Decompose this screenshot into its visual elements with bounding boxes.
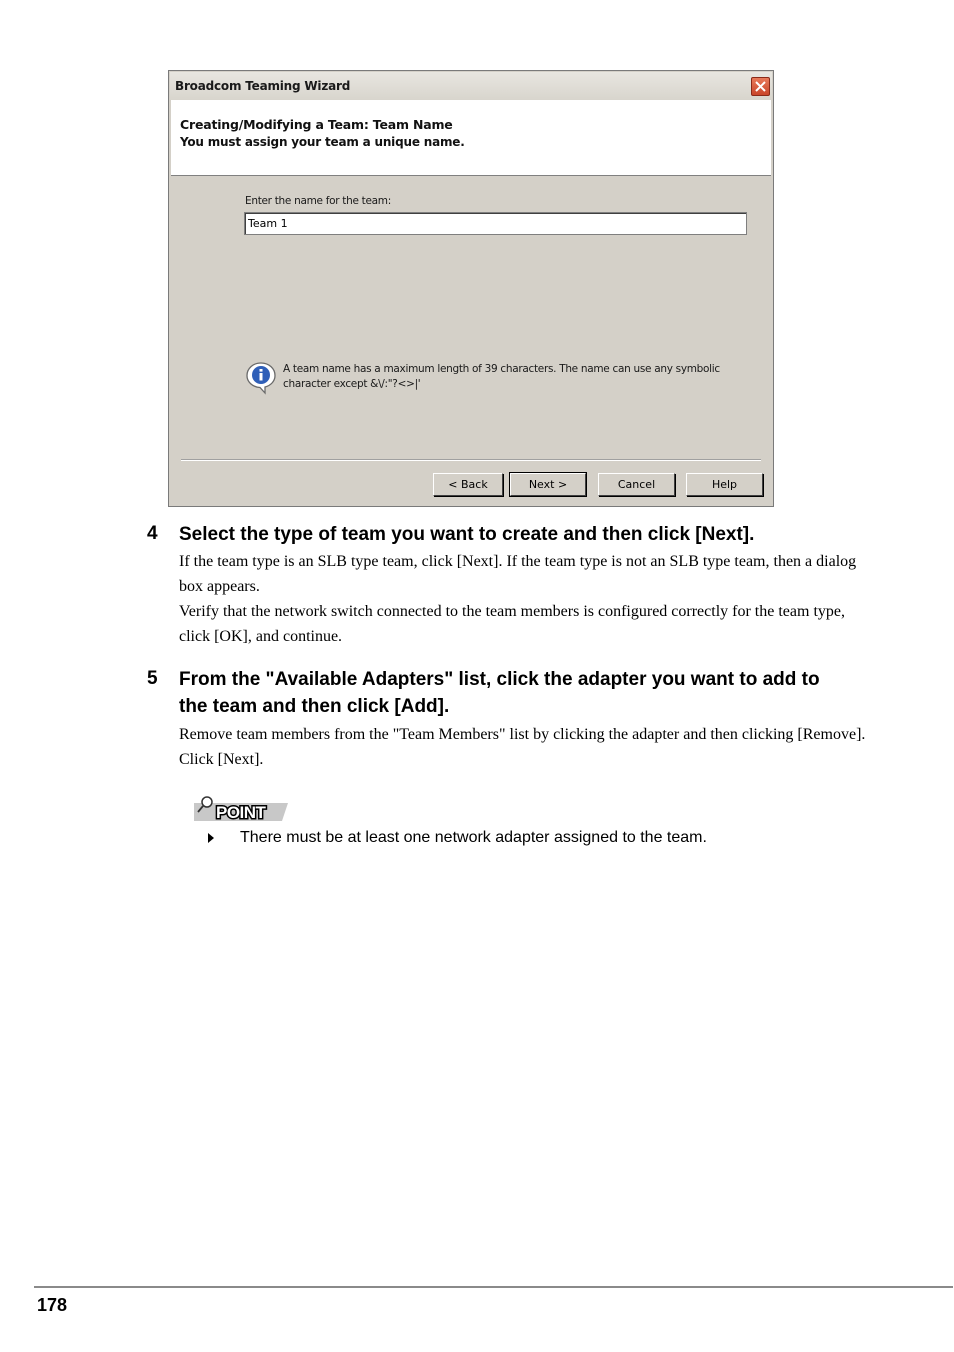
- wizard-step-title: Creating/Modifying a Team: Team Name: [180, 117, 453, 132]
- info-icon: [245, 361, 277, 395]
- page-number: 178: [37, 1295, 68, 1315]
- wizard-header: [171, 100, 771, 176]
- back-button[interactable]: < Back: [433, 473, 503, 496]
- close-button[interactable]: [751, 77, 770, 96]
- button-separator: [181, 459, 761, 461]
- team-name-label: Enter the name for the team:: [245, 195, 391, 207]
- step-5-number: 5: [147, 668, 158, 689]
- cancel-button[interactable]: Cancel: [598, 473, 675, 496]
- point-label: POINT: [216, 803, 266, 822]
- point-badge: [192, 795, 292, 823]
- bullet-arrow-icon: [207, 832, 215, 844]
- step-4-paragraph-1: If the team type is an SLB type team, click [Next]. If the team type is not an SLB type team, then a dialog box appears.: [179, 553, 857, 595]
- step-5-heading: From the "Available Adapters" list, click the adapter you want to add to the team and then click [Add].: [179, 669, 820, 717]
- help-button[interactable]: Help: [686, 473, 763, 496]
- footer-rule: [34, 1286, 953, 1288]
- wizard-step-subtitle: You must assign your team a unique name.: [180, 135, 465, 149]
- step-4-number: 4: [147, 523, 158, 544]
- step-5-paragraph-1: Remove team members from the "Team Members" list by clicking the adapter and then clicking [Remove]. Click [Next].: [179, 726, 866, 768]
- next-button[interactable]: Next >: [510, 473, 586, 496]
- magnifier-icon: [202, 797, 212, 807]
- dialog-title: Broadcom Teaming Wizard: [175, 79, 351, 93]
- step-4-paragraph-2: Verify that the network switch connected to the team members is configured correctly for the team type, click [OK], and continue.: [179, 603, 845, 645]
- title-bar: [170, 72, 772, 100]
- step-4-heading: Select the type of team you want to create and then click [Next].: [179, 524, 755, 545]
- close-icon: [755, 81, 766, 92]
- info-message: A team name has a maximum length of 39 characters. The name can use any symbolic character except &\/:"?<>|': [283, 363, 720, 390]
- point-item: There must be at least one network adapter assigned to the team.: [240, 829, 707, 846]
- team-name-input[interactable]: [244, 212, 747, 235]
- teaming-wizard-dialog: [168, 70, 774, 507]
